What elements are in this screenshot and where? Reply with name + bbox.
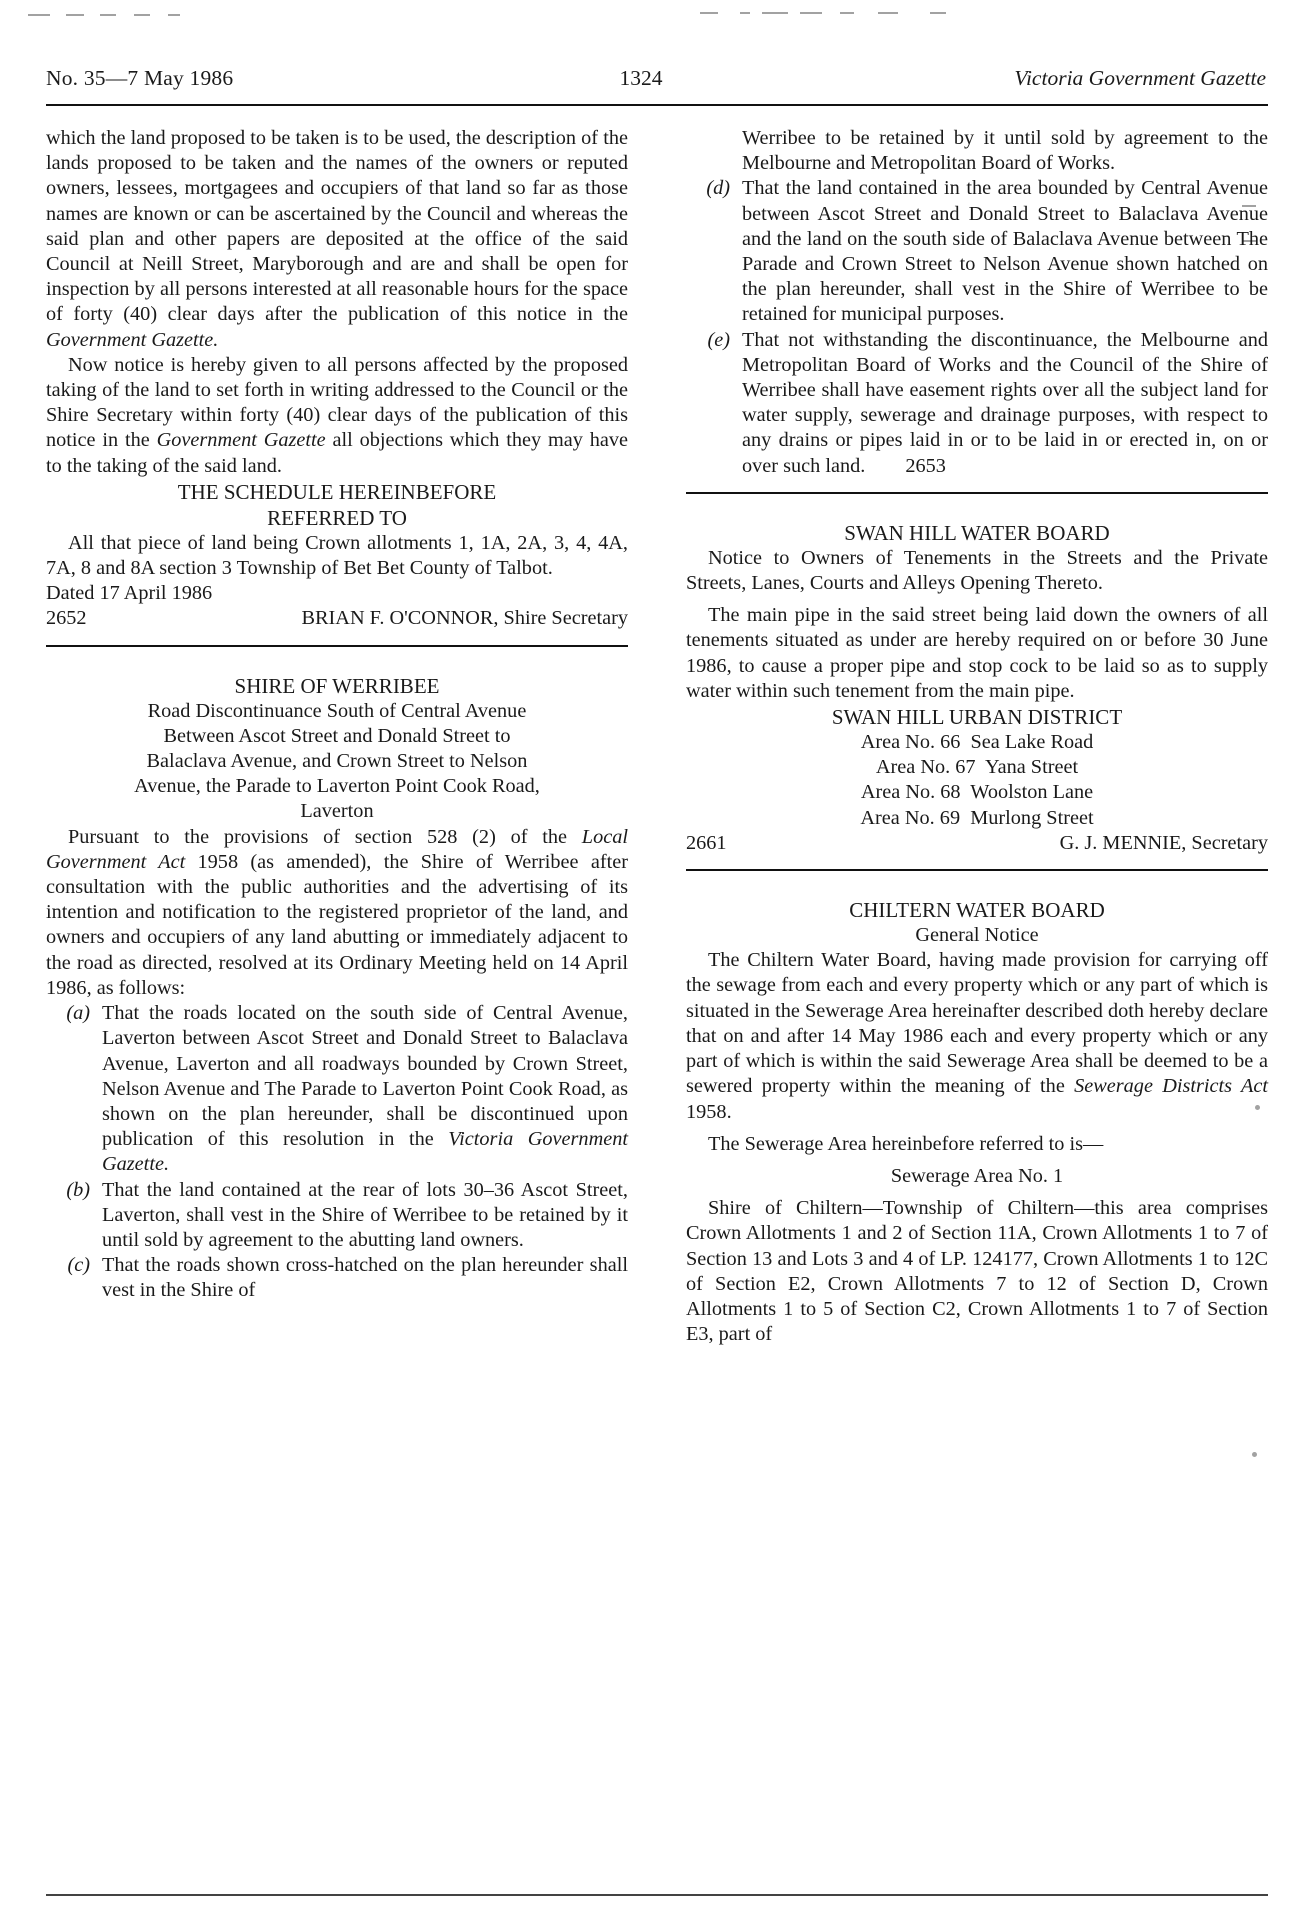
list-item: Area No. 67 Yana Street bbox=[875, 756, 1079, 779]
list-item-text: That the land contained at the rear of lots 30–36 Ascot Street, Laverton, shall vest in the Shire of Werribee to be retained by it until sold by agreement to the abutting land owners. bbox=[102, 1178, 628, 1251]
page-number: 1324 bbox=[619, 66, 663, 90]
list-item bbox=[46, 1001, 628, 1177]
swan-hill-body: The main pipe in the said street being laid down the owners of all tenements situated as under are hereby required on or before 30 June 1986, to cause a proper pipe and stop cock to be laid so as to supply water within such tenement from the main pipe. bbox=[686, 604, 1268, 702]
spacer bbox=[686, 1125, 1268, 1132]
spacer bbox=[686, 1157, 1268, 1164]
notice-number: 2652 bbox=[46, 607, 87, 630]
werribee-heading: SHIRE OF WERRIBEE bbox=[234, 673, 440, 698]
signature-row-2661 bbox=[686, 831, 1268, 856]
act-citation-italic: Local Government Act bbox=[46, 825, 628, 873]
spacer bbox=[686, 871, 1268, 897]
continued-paragraph bbox=[46, 126, 628, 353]
spacer bbox=[686, 1189, 1268, 1196]
list-marker: (c) bbox=[67, 1254, 90, 1277]
chiltern-paragraph-3: Shire of Chiltern—Township of Chiltern—this area comprises Crown Allotments 1 and 2 of Section 11A, Crown Allotments 1 to 7 of Section 13 and Lots 3 and 4 of LP. 124177, Crown Allotments 1 to 12C of Section E2, Crown Allotments 7 to 12 of Section D, Crown Allotments 1 to 5 of Section C2, Crown Allotments 1 to 7 of Section E3, part of bbox=[686, 1197, 1268, 1346]
scan-artifact bbox=[762, 12, 788, 14]
swan-hill-subparagraph: Notice to Owners of Tenements in the Streets and the Private Streets, Lanes, Courts and Alleys Opening Thereto. bbox=[686, 546, 1268, 595]
now-notice-text-b: all objections which they may have to the taking of the said land. bbox=[46, 429, 628, 477]
list-item: Area No. 68 Woolston Lane bbox=[860, 781, 1094, 804]
list-item-continued bbox=[686, 126, 1268, 176]
gazette-issue-date: No. 35—7 May 1986 bbox=[46, 66, 234, 90]
right-column bbox=[686, 126, 1268, 1347]
list-item-text: That the roads shown cross-hatched on the plan hereunder shall vest in the Shire of bbox=[102, 1254, 628, 1302]
schedule-heading-line-1: THE SCHEDULE HEREINBEFORE bbox=[177, 479, 497, 504]
scan-artifact bbox=[700, 12, 718, 14]
spacer bbox=[686, 494, 1268, 520]
werribee-subheading-2: Between Ascot Street and Donald Street to bbox=[163, 724, 511, 747]
body-columns bbox=[46, 126, 1268, 1347]
signatory-name: BRIAN F. O'CONNOR, Shire Secretary bbox=[301, 607, 628, 630]
act-citation-italic: Sewerage Districts Act bbox=[1074, 1075, 1268, 1098]
signatory-name: G. J. MENNIE, Secretary bbox=[1059, 831, 1268, 854]
schedule-heading-line-2: REFERRED TO bbox=[267, 505, 407, 530]
chiltern-paragraph-1 bbox=[686, 948, 1268, 1124]
werribee-body-text-a: Pursuant to the provisions of section 528 (2) of the bbox=[68, 825, 582, 848]
notice-number: 2653 bbox=[905, 454, 946, 477]
list-item bbox=[686, 328, 1268, 479]
left-column bbox=[46, 126, 628, 1347]
list-item: Area No. 66 Sea Lake Road bbox=[860, 731, 1094, 754]
scan-artifact bbox=[930, 12, 946, 14]
scan-artifact bbox=[100, 14, 116, 16]
list-item-text bbox=[102, 1001, 628, 1177]
list-item: Area No. 69 Murlong Street bbox=[860, 806, 1094, 829]
werribee-subheading-4: Avenue, the Parade to Laverton Point Cook Road, bbox=[134, 775, 540, 798]
gazette-citation-italic: Government Gazette bbox=[156, 429, 326, 452]
list-marker bbox=[686, 126, 742, 176]
werribee-subheading-3: Balaclava Avenue, and Crown Street to Nelson bbox=[146, 750, 528, 773]
werribee-body-paragraph bbox=[46, 825, 628, 1001]
running-head bbox=[46, 66, 1266, 91]
scan-artifact bbox=[1252, 1452, 1257, 1457]
footer-rule bbox=[46, 1894, 1268, 1896]
list-marker: (a) bbox=[66, 1002, 90, 1025]
swan-hill-heading: SWAN HILL WATER BOARD bbox=[844, 520, 1110, 545]
list-marker: (b) bbox=[66, 1178, 90, 1201]
gazette-citation-italic: Government Gazette. bbox=[46, 328, 219, 351]
list-item-text: Werribee to be retained by it until sold by agreement to the Melbourne and Metropolitan Board of Works. bbox=[742, 127, 1268, 175]
list-item bbox=[46, 1178, 628, 1254]
scan-artifact bbox=[66, 14, 84, 16]
spacer bbox=[686, 596, 1268, 603]
list-item-text-a: That not withstanding the discontinuance, the Melbourne and Metropolitan Board of Works and the Council of the Shire of Werribee shall have easement rights over all the subject land for water supply, sewerage and drainage purposes, with respect to any drains or pipes laid in or to be laid in or erected in, on or over such land. bbox=[742, 328, 1268, 477]
werribee-subheading-5: Laverton bbox=[300, 800, 374, 823]
scan-artifact bbox=[740, 12, 750, 14]
chiltern-subheading: General Notice bbox=[915, 924, 1039, 947]
list-item-text-a: That the roads located on the south side of Central Avenue, Laverton between Ascot Street and Donald Street to Balaclava Avenue, Laverton and all roadways bounded by Crown Street, Nelson Avenue and The Parade to Laverton Point Cook Road, as shown on the plan hereunder, shall be discontinued upon publication of this resolution in the bbox=[102, 1002, 628, 1151]
chiltern-heading: CHILTERN WATER BOARD bbox=[849, 898, 1105, 923]
scan-artifact bbox=[800, 12, 822, 14]
werribee-body-text-b: 1958 (as amended), the Shire of Werribee after consultation with the public authorities and the advertising of its intention and notification to the registered proprietor of the land, and owners and occupiers of any land abutting or immediately adjacent to the road as directed, resolved at its Ordinary Meeting held on 14 April 1986, as follows: bbox=[46, 850, 628, 999]
chiltern-area-heading: Sewerage Area No. 1 bbox=[890, 1164, 1064, 1187]
list-item bbox=[46, 1253, 628, 1303]
chiltern-paragraph-1-text-a: The Chiltern Water Board, having made provision for carrying off the sewage from each and every property which or any part of which is situated in the Sewerage Area hereinafter described doth hereby declare that on and after 14 May 1986 each and every property which or any part of which is within the said Sewerage Area shall be deemed to be a sewered property within the meaning of the bbox=[686, 949, 1268, 1098]
scan-artifact bbox=[840, 12, 854, 14]
signature-row-2652 bbox=[46, 606, 628, 631]
now-notice-text-a: Now notice is hereby given to all persons affected by the proposed taking of the land to set forth in writing addressed to the Council or the Shire Secretary within forty (40) clear days of the publication of this notice in the bbox=[46, 353, 628, 452]
spacer bbox=[46, 647, 628, 673]
list-item bbox=[686, 176, 1268, 327]
schedule-body: All that piece of land being Crown allotments 1, 1A, 2A, 3, 4, 4A, 7A, 8 and 8A section 3 Township of Bet Bet County of Talbot. bbox=[46, 531, 628, 580]
dated-line: Dated 17 April 1986 bbox=[46, 582, 213, 605]
swan-hill-area-list bbox=[686, 730, 1268, 831]
scan-artifact bbox=[28, 14, 50, 16]
scan-artifact bbox=[134, 14, 150, 16]
list-marker: (d) bbox=[706, 177, 730, 200]
chiltern-paragraph-2: The Sewerage Area hereinbefore referred to is— bbox=[708, 1132, 1104, 1155]
list-item-text bbox=[742, 328, 1268, 479]
list-marker: (e) bbox=[707, 328, 730, 351]
swan-hill-district-heading: SWAN HILL URBAN DISTRICT bbox=[831, 705, 1123, 730]
chiltern-paragraph-1-text-b: 1958. bbox=[686, 1100, 732, 1123]
notice-number: 2661 bbox=[686, 831, 727, 854]
publication-title: Victoria Government Gazette bbox=[1014, 66, 1266, 90]
werribee-subheading-1: Road Discontinuance South of Central Avenue bbox=[147, 699, 527, 722]
list-item-text: That the land contained in the area bounded by Central Avenue between Ascot Street and Donald Street to Balaclava Avenue and the land on the south side of Balaclava Avenue between The Parade and Crown Street to Nelson Avenue shown hatched on the plan hereunder, shall vest in the Shire of Werribee to be retained for municipal purposes. bbox=[742, 177, 1268, 326]
header-rule bbox=[46, 104, 1268, 106]
gazette-citation-italic: Victoria Government Gazette. bbox=[102, 1128, 628, 1176]
now-notice-paragraph bbox=[46, 353, 628, 479]
scan-artifact bbox=[878, 12, 898, 14]
continued-paragraph-text: which the land proposed to be taken is to be used, the description of the lands proposed to be taken and the names of the owners or reputed owners, lessees, mortgagees and occupiers of that land so far as those names are known or can be ascertained by the Council and whereas the said plan and other papers are deposited at the office of the said Council at Neill Street, Maryborough and are and shall be open for inspection by all persons interested at all reasonable hours for the space of forty (40) clear days after the publication of this notice in the bbox=[46, 127, 628, 326]
scan-artifact bbox=[168, 14, 180, 16]
